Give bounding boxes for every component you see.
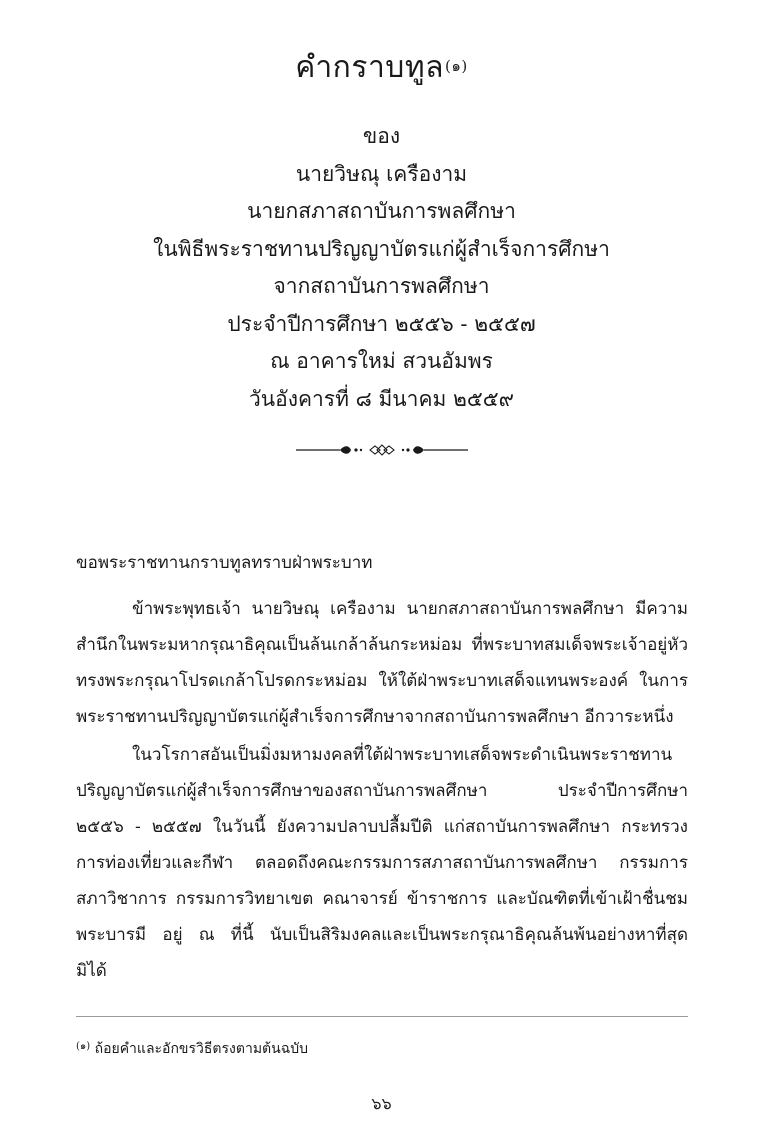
heading-line-speaker: นายวิษณุ เครืองาม <box>295 161 468 186</box>
heading-line-venue: ณ อาคารใหม่ สวนอัมพร <box>270 349 493 373</box>
heading-line-position: นายกสภาสถาบันการพลศึกษา <box>247 199 516 223</box>
salutation: ขอพระราชทานกราบทูลทราบฝ่าพระบาท <box>76 553 373 573</box>
title-footnote-mark: (๑) <box>445 57 468 75</box>
paragraph-line: สภาวิชาการ กรรมการวิทยาเขต คณาจารย์ ข้าราชการ และบัณฑิตที่เข้าเฝ้าชื่นชม <box>76 889 688 909</box>
heading-line-institution: จากสถาบันการพลศึกษา <box>273 274 490 298</box>
heading-line-ceremony: ในพิธีพระราชทานปริญญาบัตรแก่ผู้สำเร็จการศึกษา <box>153 236 610 261</box>
heading-line-date: วันอังคารที่ ๘ มีนาคม ๒๕๕๙ <box>248 386 515 411</box>
title-text: คำกราบทูล <box>295 50 444 85</box>
paragraph-line: ข้าพระพุทธเจ้า นายวิษณุ เครืองาม นายกสภาสถาบันการพลศึกษา มีความ <box>132 599 688 619</box>
paragraph-line: ปริญญาบัตรแก่ผู้สำเร็จการศึกษาของสถาบันการพลศึกษา ประจำปีการศึกษา <box>76 781 688 801</box>
paragraph-line: ๒๕๕๖ - ๒๕๕๗ ในวันนี้ ยังความปลาบปลื้มปีติ แก่สถาบันการพลศึกษา กระทรวง <box>76 817 688 837</box>
footnote-mark: (๑) <box>76 1041 91 1052</box>
page-title <box>0 48 763 88</box>
paragraph-1 <box>76 591 688 735</box>
paragraph-line: มิได้ <box>76 961 107 981</box>
ceremony-heading <box>0 118 763 418</box>
paragraph-line: สำนึกในพระมหากรุณาธิคุณเป็นล้นเกล้าล้นกระหม่อม ที่พระบาทสมเด็จพระเจ้าอยู่หัว <box>76 635 688 655</box>
heading-line-of: ของ <box>362 124 401 148</box>
scroll-ornament-divider-icon <box>296 440 468 460</box>
paragraph-2 <box>76 737 688 989</box>
paragraph-line: การท่องเที่ยวและกีฬา ตลอดถึงคณะกรรมการสภาสถาบันการพลศึกษา กรรมการ <box>76 853 688 873</box>
paragraph-line: พระบารมี อยู่ ณ ที่นี้ นับเป็นสิริมงคลและเป็นพระกรุณาธิคุณล้นพ้นอย่างหาที่สุด <box>76 925 688 945</box>
paragraph-line: ในวโรกาสอันเป็นมิ่งมหามงคลที่ใต้ฝ่าพระบาทเสด็จพระดำเนินพระราชทาน <box>132 745 673 765</box>
heading-line-academic-year: ประจำปีการศึกษา ๒๕๕๖ - ๒๕๕๗ <box>227 311 536 336</box>
footnote-text: ถ้อยคำและอักขรวิธีตรงตามต้นฉบับ <box>90 1041 309 1057</box>
footnote-divider <box>76 1016 688 1017</box>
footnote <box>76 1038 308 1060</box>
page-number: ๖๖ <box>371 1094 392 1113</box>
paragraph-line: พระราชทานปริญญาบัตรแก่ผู้สำเร็จการศึกษาจากสถาบันการพลศึกษา อีกวาระหนึ่ง <box>76 707 674 727</box>
paragraph-line: ทรงพระกรุณาโปรดเกล้าโปรดกระหม่อม ให้ใต้ฝ่าพระบาทเสด็จแทนพระองค์ ในการ <box>76 671 688 691</box>
